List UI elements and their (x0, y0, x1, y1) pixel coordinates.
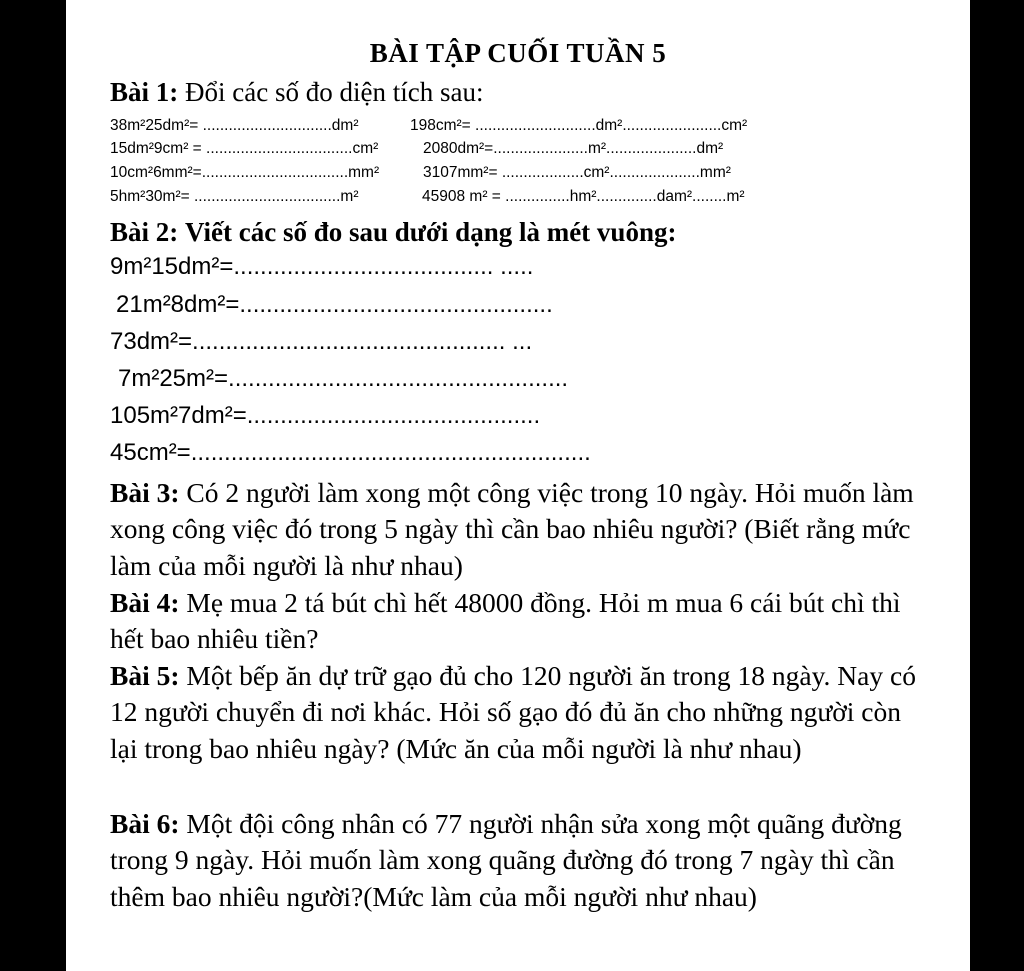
bai2-item-6: 45cm²=............................................................ (110, 439, 591, 466)
bai5-label: Bài 5: (110, 660, 180, 691)
bai1-row-4-left: 5hm²30m²= ..................................m² (110, 188, 359, 205)
bai2-item-5: 105m²7dm²=............................................ (110, 402, 541, 429)
bai6-label: Bài 6: (110, 808, 180, 839)
bai1-row-3-left: 10cm²6mm²=..................................mm² (110, 164, 380, 181)
bai1-row-2-right: 2080dm²=......................m².....................dm² (423, 140, 724, 157)
bai1-row-4-right: 45908 m² = ...............hm²..............dam²........m² (422, 188, 745, 205)
bai6-text: Một đội công nhân có 77 người nhận sửa xong một quãng đường trong 9 ngày. Hỏi muốn làm xong quãng đường đó trong 7 ngày thì cần thêm bao nhiêu người?(Mức làm của mỗi người như nhau) (110, 808, 902, 912)
bai5-text: Một bếp ăn dự trữ gạo đủ cho 120 người ăn trong 18 ngày. Nay có 12 người chuyển đi nơi khác. Hỏi số gạo đó đủ ăn cho những người còn lại trong bao nhiêu ngày? (Mức ăn của mỗi người là như nhau) (110, 660, 916, 764)
bai2-text: Viết các số đo sau dưới dạng là mét vuông: (185, 217, 677, 247)
bai3-paragraph (110, 475, 930, 584)
bai4-text: Mẹ mua 2 tá bút chì hết 48000 đồng. Hỏi m mua 6 cái bút chì thì hết bao nhiêu tiền? (110, 587, 901, 655)
bai2-item-1: 9m²15dm²=....................................... ..... (110, 253, 534, 280)
page-title: BÀI TẬP CUỐI TUẦN 5 (369, 38, 667, 68)
bai2-heading (110, 216, 676, 248)
bai1-heading (110, 76, 483, 108)
bai5-paragraph (110, 658, 930, 767)
bai1-row-3-right: 3107mm²= ...................cm².....................mm² (423, 164, 731, 181)
bai2-item-4: 7m²25m²=................................................... (118, 365, 569, 392)
bai2-label: Bài 2: (110, 217, 179, 247)
bai2-item-2: 21m²8dm²=............................................... (116, 291, 553, 318)
bai3-text: Có 2 người làm xong một công việc trong 10 ngày. Hỏi muốn làm xong công việc đó trong 5 ngày thì cần bao nhiêu người? (Biết rằng mức làm của mỗi người là như nhau) (110, 477, 914, 581)
bai2-item-3: 73dm²=............................................... ... (110, 328, 533, 355)
bai6-paragraph (110, 806, 930, 915)
bai1-label: Bài 1: (110, 77, 179, 107)
bai1-row-1-left: 38m²25dm²= ..............................dm² (110, 117, 359, 134)
worksheet-page (66, 0, 970, 971)
bai4-paragraph (110, 585, 930, 658)
bai3-label: Bài 3: (110, 477, 180, 508)
bai1-row-2-left: 15dm²9cm² = ..................................cm² (110, 140, 379, 157)
bai1-text: Đổi các số đo diện tích sau: (185, 77, 484, 107)
bai4-label: Bài 4: (110, 587, 180, 618)
bai1-row-1-right: 198cm²= ............................dm².......................cm² (410, 117, 748, 134)
